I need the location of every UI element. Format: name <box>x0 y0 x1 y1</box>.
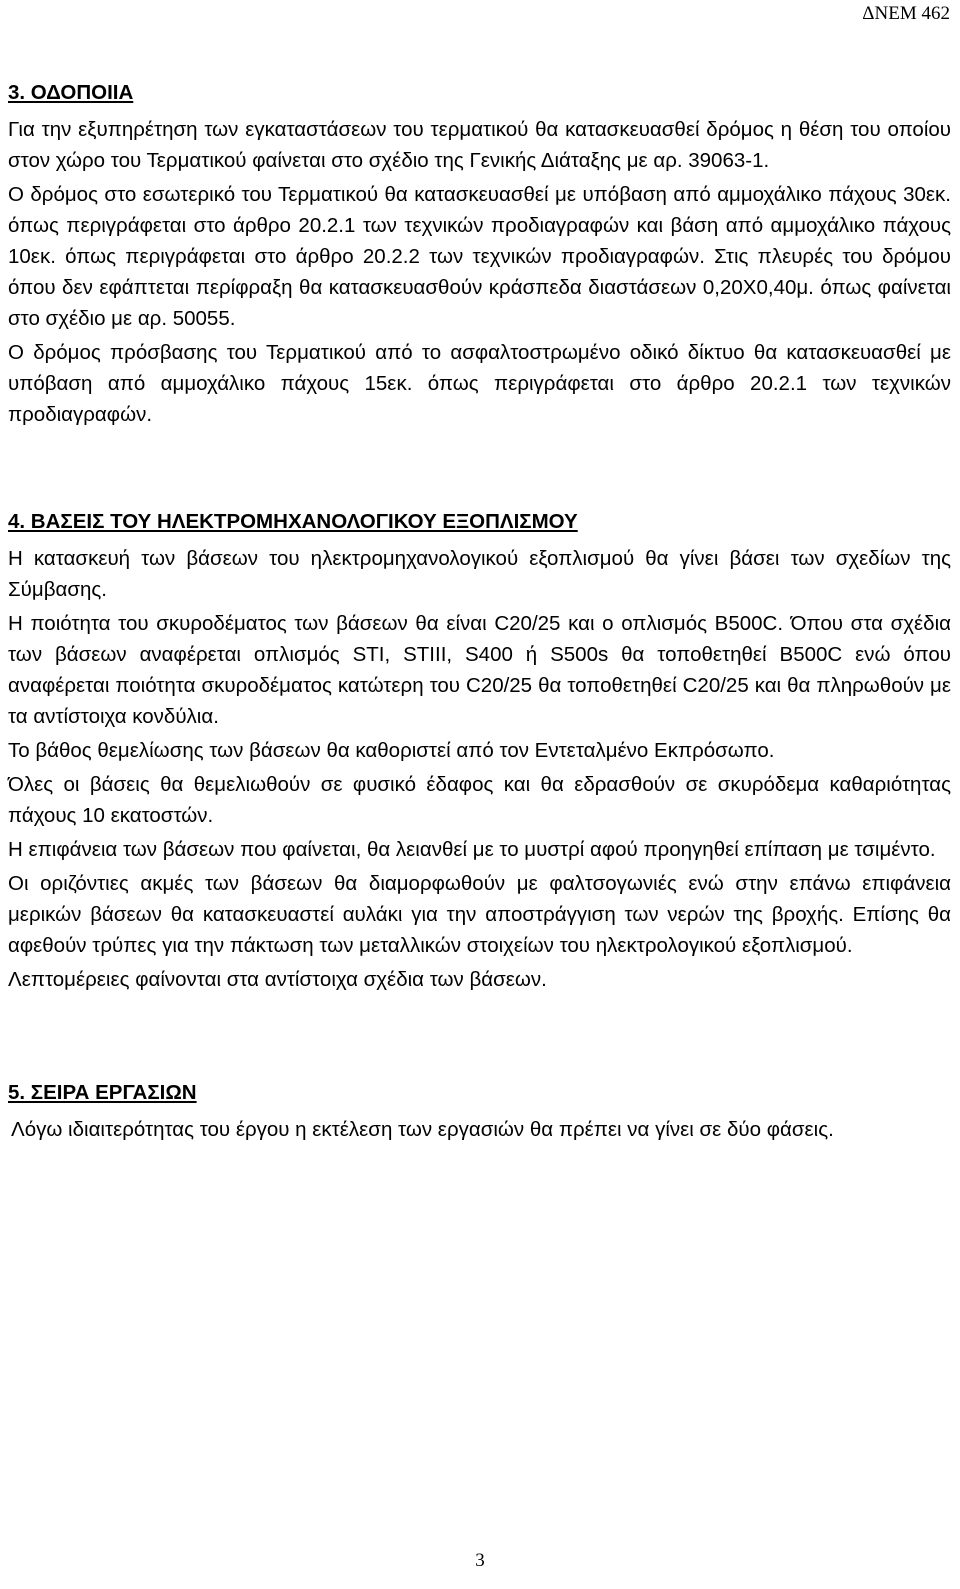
section-5-paragraph-1: Λόγω ιδιαιτερότητας του έργου η εκτέλεση των εργασιών θα πρέπει να γίνει σε δύο φάσεις. <box>11 1118 834 1141</box>
page-number: 3 <box>475 1550 485 1571</box>
section-4-paragraph-4: Όλες οι βάσεις θα θεμελιωθούν σε φυσικό έδαφος και θα εδρασθούν σε σκυρόδεμα καθαριότητας πάχους 10 εκατοστών. <box>8 773 951 827</box>
section-3-paragraph-3: Ο δρόμος πρόσβασης του Τερματικού από το ασφαλτοστρωμένο οδικό δίκτυο θα κατασκευασθεί με υπόβαση από αμμοχάλικο πάχους 15εκ. όπως περιγράφεται στο άρθρο 20.2.1 των τεχνικών προδιαγραφών. <box>8 341 951 426</box>
section-3-heading: 3. ΟΔΟΠΟΙΙΑ <box>8 81 134 104</box>
section-4-paragraph-5: Η επιφάνεια των βάσεων που φαίνεται, θα λειανθεί με το μυστρί αφού προηγηθεί επίπαση με τσιμέντο. <box>8 838 936 861</box>
document-body <box>8 78 951 1148</box>
document-code: ΔΝΕΜ 462 <box>862 3 950 24</box>
section-3-paragraph-1: Για την εξυπηρέτηση των εγκαταστάσεων του τερματικού θα κατασκευασθεί δρόμος η θέση του οποίου στον χώρο του Τερματικού φαίνεται στο σχέδιο της Γενικής Διάταξης με αρ. 39063-1. <box>8 118 951 172</box>
section-3-paragraph-2: Ο δρόμος στο εσωτερικό του Τερματικού θα κατασκευασθεί με υπόβαση από αμμοχάλικο πάχους 30εκ. όπως περιγράφεται στο άρθρο 20.2.1 των τεχνικών προδιαγραφών και βάση από αμμοχάλικο πάχους 10εκ. όπως περιγράφεται στο άρθρο 20.2.2 των τεχνικών προδιαγραφών. Στις πλευρές του δρόμου όπου δεν εφάπτεται περίφραξη θα κατασκευασθούν κράσπεδα διαστάσεων 0,20Χ0,40μ. όπως φαίνεται στο σχέδιο με αρ. 50055. <box>8 183 951 330</box>
section-4-paragraph-3: Το βάθος θεμελίωσης των βάσεων θα καθοριστεί από τον Εντεταλμένο Εκπρόσωπο. <box>8 739 775 762</box>
section-spacer <box>8 433 951 507</box>
section-4-paragraph-1: Η κατασκευή των βάσεων του ηλεκτρομηχανολογικού εξοπλισμού θα γίνει βάσει των σχεδίων της Σύμβασης. <box>8 547 951 601</box>
section-4-paragraph-2: Η ποιότητα του σκυροδέματος των βάσεων θα είναι C20/25 και ο οπλισμός B500C. Όπου στα σχέδια των βάσεων αναφέρεται οπλισμός STI, STIII, S400 ή S500s θα τοποθετηθεί B500C ενώ όπου αναφέρεται ποιότητα σκυροδέματος κατώτερη του C20/25 θα τοποθετηθεί C20/25 και θα πληρωθούν με τα αντίστοιχα κονδύλια. <box>8 612 951 728</box>
section-4-paragraph-7: Λεπτομέρειες φαίνονται στα αντίστοιχα σχέδια των βάσεων. <box>8 968 547 991</box>
section-5-heading: 5. ΣΕΙΡΑ ΕΡΓΑΣΙΩΝ <box>8 1081 197 1104</box>
section-4-paragraph-6: Οι οριζόντιες ακμές των βάσεων θα διαμορφωθούν με φαλτσογωνιές ενώ στην επάνω επιφάνεια μερικών βάσεων θα κατασκευαστεί αυλάκι για την αποστράγγιση των νερών της βροχής. Επίσης θα αφεθούν τρύπες για την πάκτωση των μεταλλικών στοιχείων του ηλεκτρολογικού εξοπλισμού. <box>8 872 951 957</box>
section-4-heading: 4. ΒΑΣΕΙΣ ΤΟΥ ΗΛΕΚΤΡΟΜΗΧΑΝΟΛΟΓΙΚΟΥ ΕΞΟΠΛΙΣΜΟΥ <box>8 510 578 533</box>
section-spacer <box>8 998 951 1078</box>
